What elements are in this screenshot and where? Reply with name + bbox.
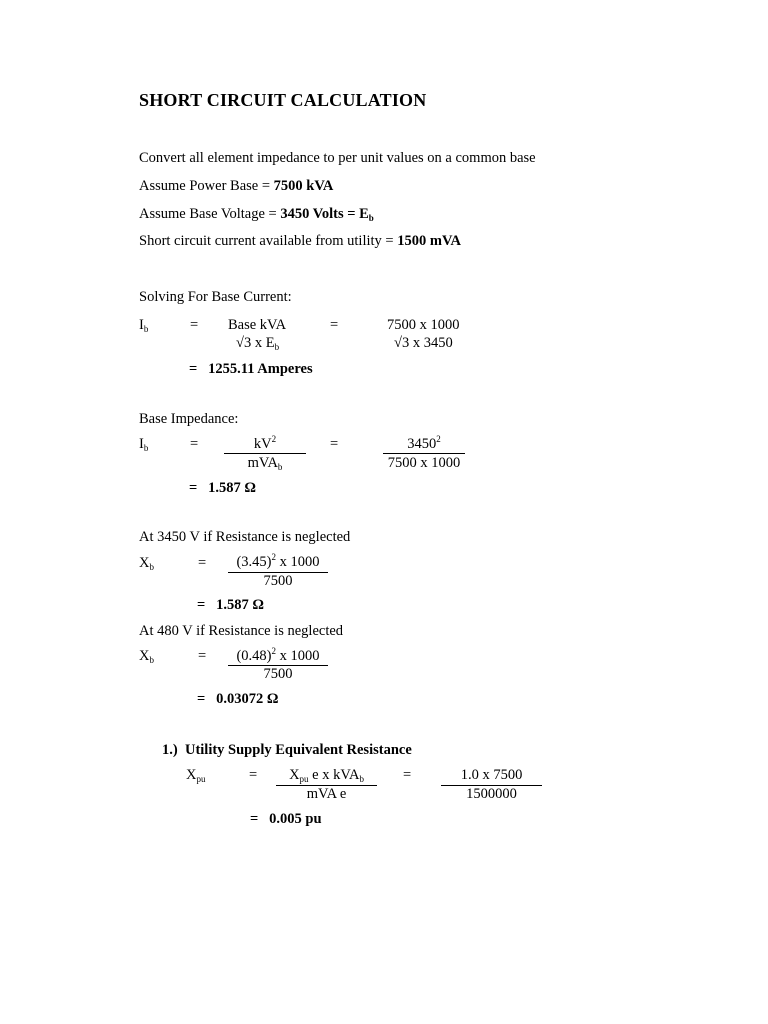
short-circuit-line [139, 234, 461, 249]
base-impedance-den1: mVA$_b$ [247, 455, 283, 472]
base-current-eq1: = [190, 317, 199, 333]
base-impedance-heading: Base Impedance: [139, 411, 239, 427]
base-voltage-label: Assume Base Voltage = [139, 206, 281, 222]
at-480-lhs: $X_b$ [139, 648, 154, 665]
base-voltage-value: 3450 Volts = E [280, 206, 369, 222]
utility-eq2: = [403, 767, 412, 783]
base-impedance-num1: $kV^2$ [253, 434, 277, 452]
utility-eq1: = [249, 767, 258, 783]
utility-number: 1.) [162, 742, 178, 758]
base-impedance-lhs: $I_b$ [139, 436, 149, 453]
base-current-lhs: $I_b$ [139, 317, 149, 334]
power-base-value: 7500 kVA [273, 178, 334, 194]
utility-heading-text: Utility Supply Equivalent Resistance [184, 742, 412, 758]
base-voltage-sub: b [368, 213, 374, 223]
at-3450-lhs: $X_b$ [139, 555, 154, 572]
utility-lhs: $X_{pu}$ [186, 767, 206, 784]
base-impedance-eq2: = [330, 436, 339, 452]
base-impedance-num2: 3450$^2$ [407, 434, 441, 452]
power-base-line [139, 179, 333, 194]
at-480-num: $(0.48)^2$ x 1000 [236, 646, 320, 664]
at-480-heading: At 480 V if Resistance is neglected [139, 623, 344, 639]
at-3450-heading: At 3450 V if Resistance is neglected [139, 529, 351, 545]
short-circuit-value: 1500 mVA [397, 233, 462, 249]
base-current-num2: 7500 x 1000 [387, 317, 460, 333]
base-voltage-line [139, 207, 374, 222]
base-impedance-result: = 1.587 Ω [189, 480, 257, 496]
at-480-result: = 0.03072 Ω [197, 691, 279, 707]
at-3450-eq: = [198, 555, 207, 571]
utility-num2: 1.0 x 7500 [460, 767, 523, 783]
base-impedance-eq1: = [190, 436, 199, 452]
base-current-eq2: = [330, 317, 339, 333]
base-current-den2: √3 x 3450 [394, 335, 453, 351]
power-base-label: Assume Power Base = [139, 178, 274, 194]
base-current-heading: Solving For Base Current: [139, 289, 292, 305]
fraction-bar [224, 453, 306, 454]
utility-heading [162, 743, 412, 758]
base-current-num1: Base kVA [228, 317, 287, 333]
base-current-den1: √3 x $E_b$ [236, 335, 280, 352]
at-480-eq: = [198, 648, 207, 664]
utility-den2: 1500000 [466, 786, 517, 802]
base-impedance-den2: 7500 x 1000 [387, 455, 461, 471]
short-circuit-label: Short circuit current available from utility = [139, 233, 398, 249]
base-current-result: = 1255.11 Amperes [189, 361, 313, 377]
at-3450-result: = 1.587 Ω [197, 597, 265, 613]
intro-line: Convert all element impedance to per unit values on a common base [139, 150, 536, 166]
page-title: SHORT CIRCUIT CALCULATION [139, 90, 427, 110]
at-480-den: 7500 [263, 666, 293, 682]
at-3450-den: 7500 [263, 573, 293, 589]
utility-result: = 0.005 pu [250, 811, 322, 827]
at-3450-num: $(3.45)^2$ x 1000 [236, 552, 320, 570]
fraction-bar [383, 453, 465, 454]
utility-num1: $X_{pu}$ e x kVA$_b$ [289, 767, 364, 784]
utility-den1: mVA e [306, 786, 347, 802]
